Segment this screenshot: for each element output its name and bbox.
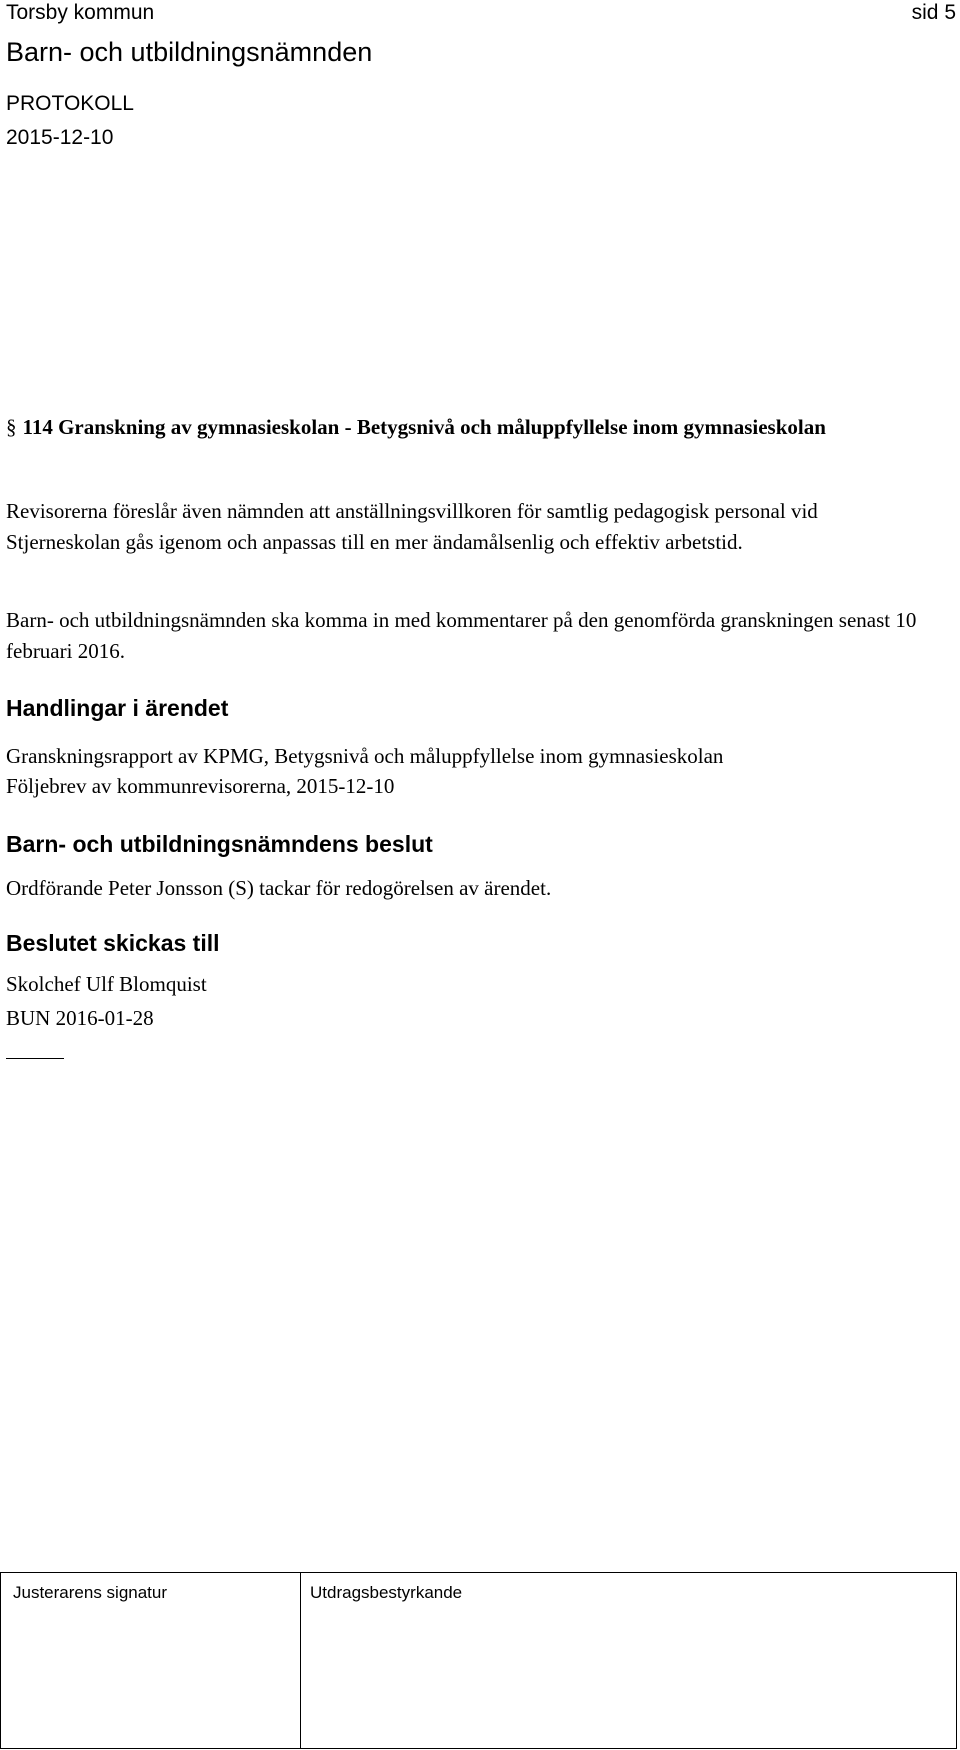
section-title-text: 114 Granskning av gymnasieskolan - Betygsnivå och måluppfyllelse inom gymnasieskolan xyxy=(22,415,826,439)
signature-label: Justerarens signatur xyxy=(13,1583,168,1602)
page-number: sid 5 xyxy=(911,1,956,24)
paragraph: Revisorerna föreslår även nämnden att anställningsvillkoren för samtlig pedagogisk personal vid Stjerneskolan gås igenom och anpassas till en mer ändamålsenlig och effektiv arbetstid. xyxy=(6,499,818,554)
paragraph-sign: § xyxy=(6,415,17,439)
paragraph: Barn- och utbildningsnämnden ska komma in med kommentarer på den genomförda granskningen senast 10 februari 2016. xyxy=(6,608,917,663)
recipient-item: BUN 2016-01-28 xyxy=(6,1006,154,1030)
signature-table xyxy=(0,1572,957,1749)
documents-heading: Handlingar i ärendet xyxy=(6,695,229,721)
document-type: PROTOKOLL xyxy=(6,92,134,115)
board-name: Barn- och utbildningsnämnden xyxy=(6,37,373,67)
decision-heading: Barn- och utbildningsnämndens beslut xyxy=(6,831,433,857)
document-item: Granskningsrapport av KPMG, Betygsnivå och måluppfyllelse inom gymnasieskolan xyxy=(6,744,724,768)
signature-divider xyxy=(300,1573,301,1748)
excerpt-label: Utdragsbestyrkande xyxy=(310,1583,463,1602)
section-title xyxy=(6,412,906,442)
document-item: Följebrev av kommunrevisorerna, 2015-12-10 xyxy=(6,774,395,798)
recipient-item: Skolchef Ulf Blomquist xyxy=(6,972,207,996)
recipients-heading: Beslutet skickas till xyxy=(6,930,220,956)
document-date: 2015-12-10 xyxy=(6,126,114,149)
decision-text: Ordförande Peter Jonsson (S) tackar för redogörelsen av ärendet. xyxy=(6,876,552,900)
separator-line xyxy=(6,1058,64,1059)
organization-name: Torsby kommun xyxy=(6,1,155,24)
